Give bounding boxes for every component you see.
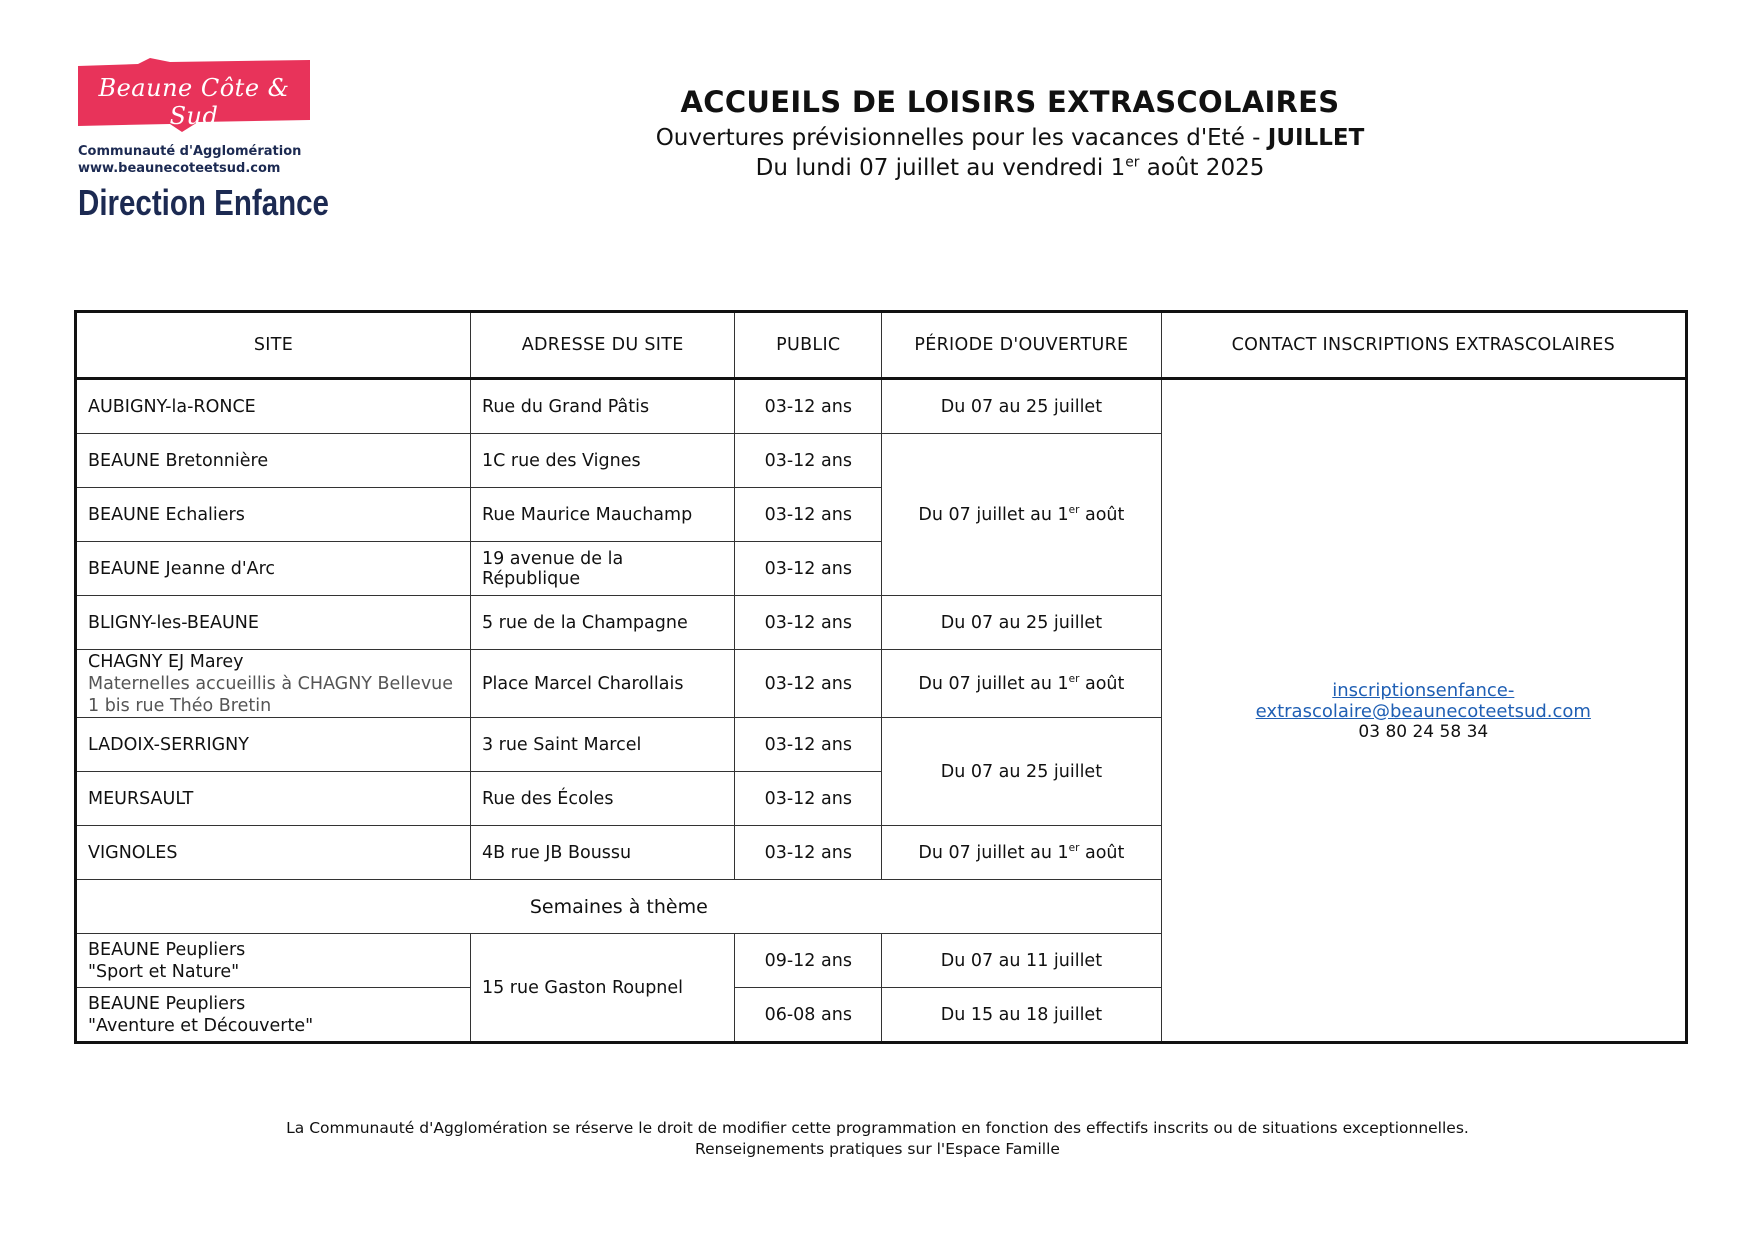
col-header-public: PUBLIC <box>735 312 882 379</box>
contact-email-link[interactable]: inscriptionsenfance-extrascolaire@beaunecoteetsud.com <box>1255 679 1591 722</box>
public-cell: 03-12 ans <box>735 379 882 434</box>
contact-phone: 03 80 24 58 34 <box>1358 721 1489 742</box>
public-cell: 03-12 ans <box>735 826 882 880</box>
site-cell: BEAUNE Jeanne d'Arc <box>76 542 471 596</box>
site-note: 1 bis rue Théo Bretin <box>88 695 272 716</box>
schedule-table <box>74 310 1688 1044</box>
public-cell: 03-12 ans <box>735 596 882 650</box>
direction-enfance: Direction Enfance <box>78 182 329 223</box>
theme-site-name: BEAUNE Peupliers <box>88 939 246 960</box>
footer <box>0 1118 1755 1160</box>
site-cell: BEAUNE Bretonnière <box>76 434 471 488</box>
logo-brand: Beaune Côte & Sud <box>98 74 290 130</box>
address-cell: 4B rue JB Boussu <box>470 826 734 880</box>
public-cell: 03-12 ans <box>735 542 882 596</box>
public-cell: 03-12 ans <box>735 488 882 542</box>
period-cell: Du 07 au 25 juillet <box>882 596 1161 650</box>
site-cell: BEAUNE Echaliers <box>76 488 471 542</box>
logo-banner <box>78 58 310 132</box>
contact-cell <box>1161 379 1686 1043</box>
period-long-prefix: Du 07 juillet au 1 <box>918 673 1069 694</box>
dates-suffix: août 2025 <box>1146 155 1265 181</box>
period-long-sup: er <box>1068 841 1080 854</box>
theme-public-cell: 09-12 ans <box>735 934 882 988</box>
site-cell: MEURSAULT <box>76 772 471 826</box>
period-cell: Du 07 au 25 juillet <box>882 379 1161 434</box>
address-cell: 5 rue de la Champagne <box>470 596 734 650</box>
period-long-prefix: Du 07 juillet au 1 <box>918 842 1069 863</box>
period-long-suffix: août <box>1084 842 1125 863</box>
theme-label: "Aventure et Découverte" <box>88 1015 314 1036</box>
theme-period-cell: Du 07 au 11 juillet <box>882 934 1161 988</box>
period-long-suffix: août <box>1084 673 1125 694</box>
table-row <box>76 379 1687 434</box>
period-cell: Du 07 au 25 juillet <box>882 718 1161 826</box>
page-dates <box>600 155 1420 181</box>
dates-sup: er <box>1125 154 1140 171</box>
theme-period-cell: Du 15 au 18 juillet <box>882 988 1161 1043</box>
page-subtitle <box>600 125 1420 151</box>
period-cell <box>882 826 1161 880</box>
period-long-sup: er <box>1068 503 1080 516</box>
theme-label: "Sport et Nature" <box>88 961 240 982</box>
subtitle-month: JUILLET <box>1267 125 1365 151</box>
theme-site-name: BEAUNE Peupliers <box>88 993 246 1014</box>
public-cell: 03-12 ans <box>735 718 882 772</box>
site-cell: VIGNOLES <box>76 826 471 880</box>
site-cell: AUBIGNY-la-RONCE <box>76 379 471 434</box>
period-long-prefix: Du 07 juillet au 1 <box>918 504 1069 525</box>
site-cell: BLIGNY-les-BEAUNE <box>76 596 471 650</box>
address-cell: 19 avenue de la République <box>470 542 734 596</box>
address-cell: Place Marcel Charollais <box>470 650 734 718</box>
col-header-period: PÉRIODE D'OUVERTURE <box>882 312 1161 379</box>
public-cell: 03-12 ans <box>735 650 882 718</box>
period-cell <box>882 650 1161 718</box>
page-title: ACCUEILS DE LOISIRS EXTRASCOLAIRES <box>680 85 1340 119</box>
period-long-suffix: août <box>1084 504 1125 525</box>
theme-section-title: Semaines à thème <box>76 880 1162 934</box>
col-header-address: ADRESSE DU SITE <box>470 312 734 379</box>
table-header-row <box>76 312 1687 379</box>
address-cell: Rue Maurice Mauchamp <box>470 488 734 542</box>
address-cell: 3 rue Saint Marcel <box>470 718 734 772</box>
theme-site-cell <box>76 934 471 988</box>
site-note: Maternelles accueillis à CHAGNY Bellevue <box>88 673 454 694</box>
col-header-site: SITE <box>76 312 471 379</box>
header <box>600 85 1420 181</box>
address-cell: Rue du Grand Pâtis <box>470 379 734 434</box>
theme-site-cell <box>76 988 471 1043</box>
logo-agglomeration: Communauté d'Agglomération <box>78 144 302 159</box>
address-cell: Rue des Écoles <box>470 772 734 826</box>
period-long-sup: er <box>1068 672 1080 685</box>
footer-disclaimer: La Communauté d'Agglomération se réserve le droit de modifier cette programmation en fonction des effectifs inscrits ou de situations exceptionnelles. <box>286 1119 1469 1137</box>
logo-website: www.beaunecoteetsud.com <box>78 161 281 176</box>
theme-address-cell: 15 rue Gaston Roupnel <box>470 934 734 1043</box>
address-cell: 1C rue des Vignes <box>470 434 734 488</box>
site-cell: LADOIX-SERRIGNY <box>76 718 471 772</box>
subtitle-text: Ouvertures prévisionnelles pour les vacances d'Eté - <box>655 125 1261 151</box>
footer-info: Renseignements pratiques sur l'Espace Famille <box>695 1140 1060 1158</box>
public-cell: 03-12 ans <box>735 772 882 826</box>
public-cell: 03-12 ans <box>735 434 882 488</box>
logo-block <box>78 58 329 224</box>
col-header-contact: CONTACT INSCRIPTIONS EXTRASCOLAIRES <box>1161 312 1686 379</box>
site-cell <box>76 650 471 718</box>
theme-public-cell: 06-08 ans <box>735 988 882 1043</box>
period-cell <box>882 434 1161 596</box>
dates-prefix: Du lundi 07 juillet au vendredi 1 <box>755 155 1126 181</box>
site-name: CHAGNY EJ Marey <box>88 651 244 672</box>
